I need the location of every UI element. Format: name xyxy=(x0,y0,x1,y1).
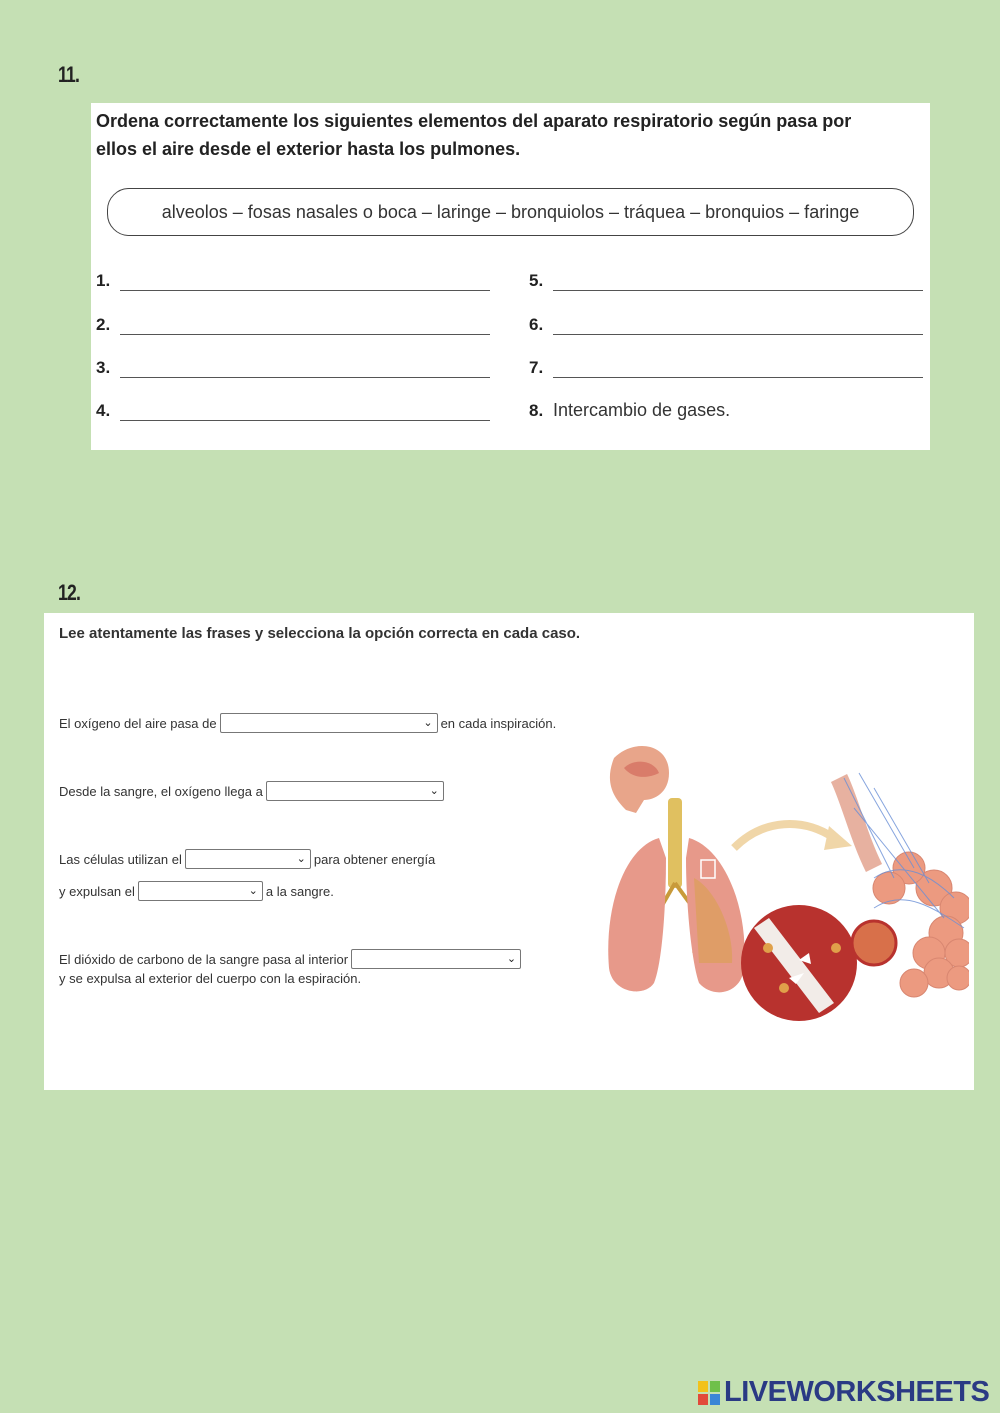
dropdown-4[interactable] xyxy=(138,881,263,901)
answer-2[interactable] xyxy=(96,309,490,335)
sentence-1 xyxy=(59,713,556,733)
answer-line[interactable] xyxy=(553,357,923,378)
answer-5[interactable] xyxy=(529,265,923,291)
sentence-4 xyxy=(59,881,334,901)
sentence-text: El dióxido de carbono de la sangre pasa al interior xyxy=(59,951,349,967)
dropdown-5[interactable] xyxy=(351,949,521,969)
answer-7[interactable] xyxy=(529,352,923,378)
word-bank: alveolos – fosas nasales o boca – laringe – bronquiolos – tráquea – bronquios – faringe xyxy=(107,188,914,236)
sentence-text: El oxígeno del aire pasa de xyxy=(59,715,217,731)
question-12-card xyxy=(44,613,974,1090)
question-12-number: 12. xyxy=(58,580,81,605)
sentence-3 xyxy=(59,849,435,869)
answer-6[interactable] xyxy=(529,309,923,335)
chevron-down-icon: ⌄ xyxy=(423,717,433,729)
question-11-card xyxy=(91,103,930,450)
chevron-down-icon: ⌄ xyxy=(429,785,439,797)
answer-8 xyxy=(529,395,730,421)
sentence-text: en cada inspiración. xyxy=(440,715,557,731)
chevron-down-icon: ⌄ xyxy=(248,885,258,897)
logo-blocks-icon xyxy=(697,1380,721,1406)
sentence-text: Las células utilizan el xyxy=(59,851,182,867)
question-12-instruction: Lee atentamente las frases y selecciona la opción correcta en cada caso. xyxy=(59,625,581,642)
sentence-5-line-2: y se expulsa al exterior del cuerpo con la espiración. xyxy=(59,971,362,986)
answer-1[interactable] xyxy=(96,265,490,291)
answer-3[interactable] xyxy=(96,352,490,378)
answer-number: 7. xyxy=(529,358,544,377)
question-11-instruction: Ordena correctamente los siguientes elementos del aparato respiratorio según pasa por ellos el aire desde el exterior hasta los pulmones. xyxy=(96,111,852,159)
answer-number: 2. xyxy=(96,315,111,334)
answer-number: 1. xyxy=(96,271,111,290)
answer-text: Intercambio de gases. xyxy=(553,400,731,420)
logo-text: LIVEWORKSHEETS xyxy=(724,1376,990,1408)
answer-number: 8. xyxy=(529,401,544,420)
dropdown-1[interactable] xyxy=(220,713,438,733)
answer-number: 3. xyxy=(96,358,111,377)
answer-line[interactable] xyxy=(553,270,923,291)
answer-4[interactable] xyxy=(96,395,490,421)
sentence-text: a la sangre. xyxy=(265,883,334,899)
answer-line[interactable] xyxy=(120,314,490,335)
answer-number: 6. xyxy=(529,315,544,334)
answer-line[interactable] xyxy=(553,314,923,335)
chevron-down-icon: ⌄ xyxy=(506,953,517,965)
dropdown-3[interactable] xyxy=(185,849,311,869)
question-11-number: 11. xyxy=(58,62,80,87)
chevron-down-icon: ⌄ xyxy=(296,853,306,865)
sentence-text: para obtener energía xyxy=(313,851,436,867)
sentence-2 xyxy=(59,781,447,801)
answer-line[interactable] xyxy=(120,357,490,378)
liveworksheets-logo[interactable] xyxy=(697,1376,989,1409)
answer-line[interactable] xyxy=(120,270,490,291)
dropdown-2[interactable] xyxy=(266,781,444,801)
sentence-5 xyxy=(59,949,524,969)
sentence-text: y expulsan el xyxy=(59,883,135,899)
respiratory-system-illustration xyxy=(574,738,969,1038)
answer-number: 4. xyxy=(96,401,111,420)
answer-number: 5. xyxy=(529,271,544,290)
sentence-text: Desde la sangre, el oxígeno llega a xyxy=(59,783,263,799)
answer-line[interactable] xyxy=(120,400,490,421)
